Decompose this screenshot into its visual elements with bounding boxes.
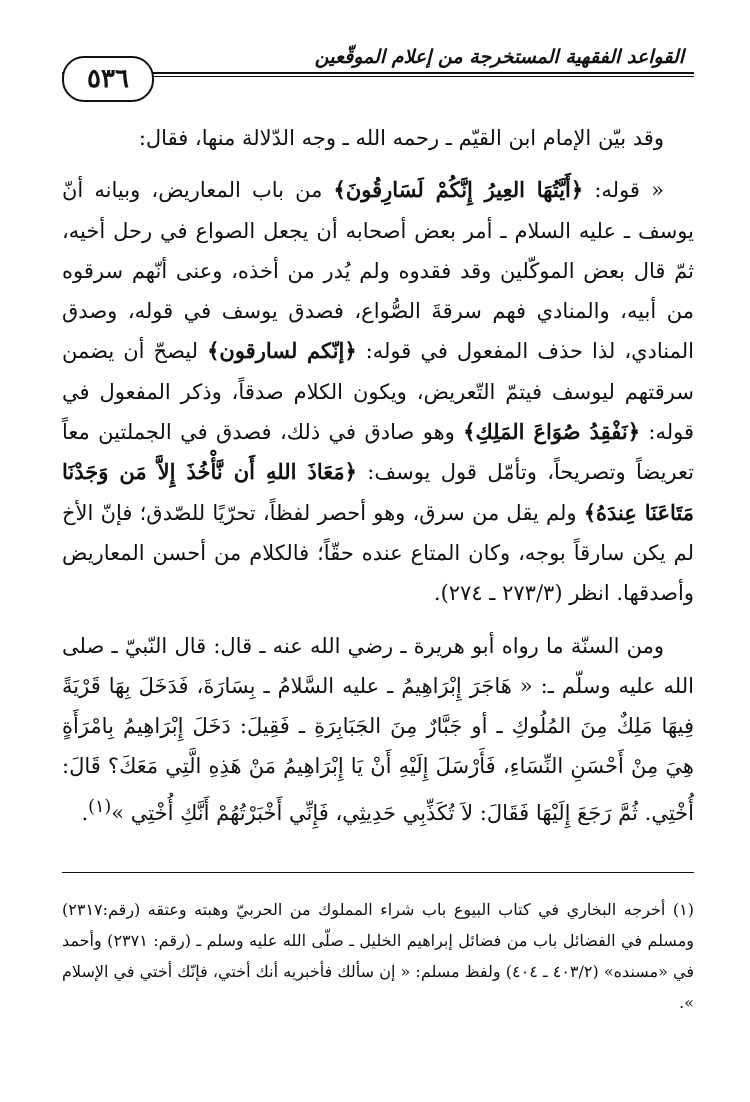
main-text — [62, 118, 694, 833]
quote-text-3: وهو صادق في ذلك، فصدق في الجملتين معاً تعريضاً وتصريحاً، وتأمّل قول يوسف: — [62, 420, 694, 485]
paragraph-sunnah — [62, 626, 694, 833]
running-title: القواعد الفقهية المستخرجة من إعلام الموقّعين — [314, 46, 684, 68]
header-rule — [62, 72, 694, 74]
header-rule-thin — [62, 76, 694, 77]
sunnah-intro: ومن السنّة ما رواه أبو هريرة ـ رضي الله عنه ـ قال: قال النّبيّ ـ صلى الله عليه وسلّم ـ: « — [62, 633, 694, 698]
footnote-1: (١) أخرجه البخاري في كتاب البيوع باب شراء المملوك من الحربيّ وهبته وعتقه (رقم:٢٣١٧) ومسلم في الفضائل باب من فضائل إبراهيم الخليل ـ صلّى الله عليه وسلم ـ (رقم: ٢٣٧١) وأحمد في «مسنده» (٤٠٣/٢ ـ ٤٠٤) ولفظ مسلم: « إن سألك فأخبريه أنك أختي، فإنّك أختي في الإسلام ». — [62, 900, 695, 1012]
quote-text-1: من باب المعاريض، وبيانه أنّ يوسف ـ عليه السلام ـ أمر بعض أصحابه أن يجعل الصواع في رحل أخيه، ثمّ قال بعض الموكّلين وقد فقدوه ولم يُدر من أخذه، وعنى أنّهم سرقوه من أبيه، والمنادي فهم سرقةَ الصُّواع، فصدق يوسف في قوله، وصدق المنادي، لذا حذف المفعول في قوله: — [62, 178, 695, 364]
quran-verse-1: ﴿أَيَّتُهَا العِيرُ إِنَّكُمْ لَسَارِقُونَ﴾ — [333, 177, 584, 203]
paragraph-quote — [62, 170, 694, 613]
quran-verse-4: ﴿مَعَاذَ اللهِ أَن نَّأْخُذَ إِلاَّ مَن وَجَدْنَا مَتَاعَنَا عِندَهُ﴾ — [62, 459, 694, 525]
quran-verse-3: ﴿نَفْقِدُ صُوَاعَ المَلِكِ﴾ — [463, 419, 640, 445]
paragraph-intro: وقد بيّن الإمام ابن القيّم ـ رحمه الله ـ وجه الدّلالة منها، فقال: — [138, 126, 664, 150]
quote-text-2: ليصحّ أن يضمن سرقتهم ليوسف فيتمّ التّعريض، ويكون الكلام صدقاً، وذكر المفعول في قوله: — [62, 339, 694, 445]
quote-open: « قوله: — [583, 178, 664, 203]
page-header — [62, 44, 694, 104]
page-number: ٥٣٦ — [62, 56, 154, 102]
hadith-text: هَاجَرَ إِبْرَاهِيمُ ـ عليه السَّلامُ ـ بِسَارَةَ، فَدَخَلَ بِهَا قَرْيَةً فِيهَا مَلِكٌ مِنَ المُلُوكِ ـ أو جَبَّارٌ مِنَ الجَبَابِرَةِ ـ فَقِيلَ: دَخَلَ إِبْرَاهِيمُ بِامْرَأَةٍ هِيَ مِنْ أَحْسَنِ النِّسَاءِ، فَأَرْسَلَ إِلَيْهِ أَنْ يَا إِبْرَاهِيمُ مَنْ هَذِهِ الَّتِي مَعَكَ؟ قَالَ: أُخْتِي. ثُمَّ رَجَعَ إِلَيْهَا فَقَالَ: لاَ تُكَذِّبِي حَدِيثِي، فَإِنِّي أَخْبَرْتُهُمْ أَنَّكِ أُخْتِي — [62, 673, 694, 825]
quran-verse-2: ﴿إنّكم لسارقون﴾ — [207, 338, 357, 364]
hadith-close: » — [111, 800, 131, 825]
sunnah-end: . — [81, 800, 89, 825]
quote-text-4: ولم يقل من سرق، وهو أحصر لفظاً، تحرّيًا للصّدق؛ فإنّ الأخ لم يكن سارقاً بوجه، وكان المتاع عنده حقّاً؛ فالكلام من أحسن المعاريض وأصدقها. انظر (٢٧٣/٣ ـ ٢٧٤). — [62, 500, 694, 606]
footnote-ref[interactable]: (١) — [88, 796, 112, 817]
footnote-separator — [62, 872, 694, 873]
